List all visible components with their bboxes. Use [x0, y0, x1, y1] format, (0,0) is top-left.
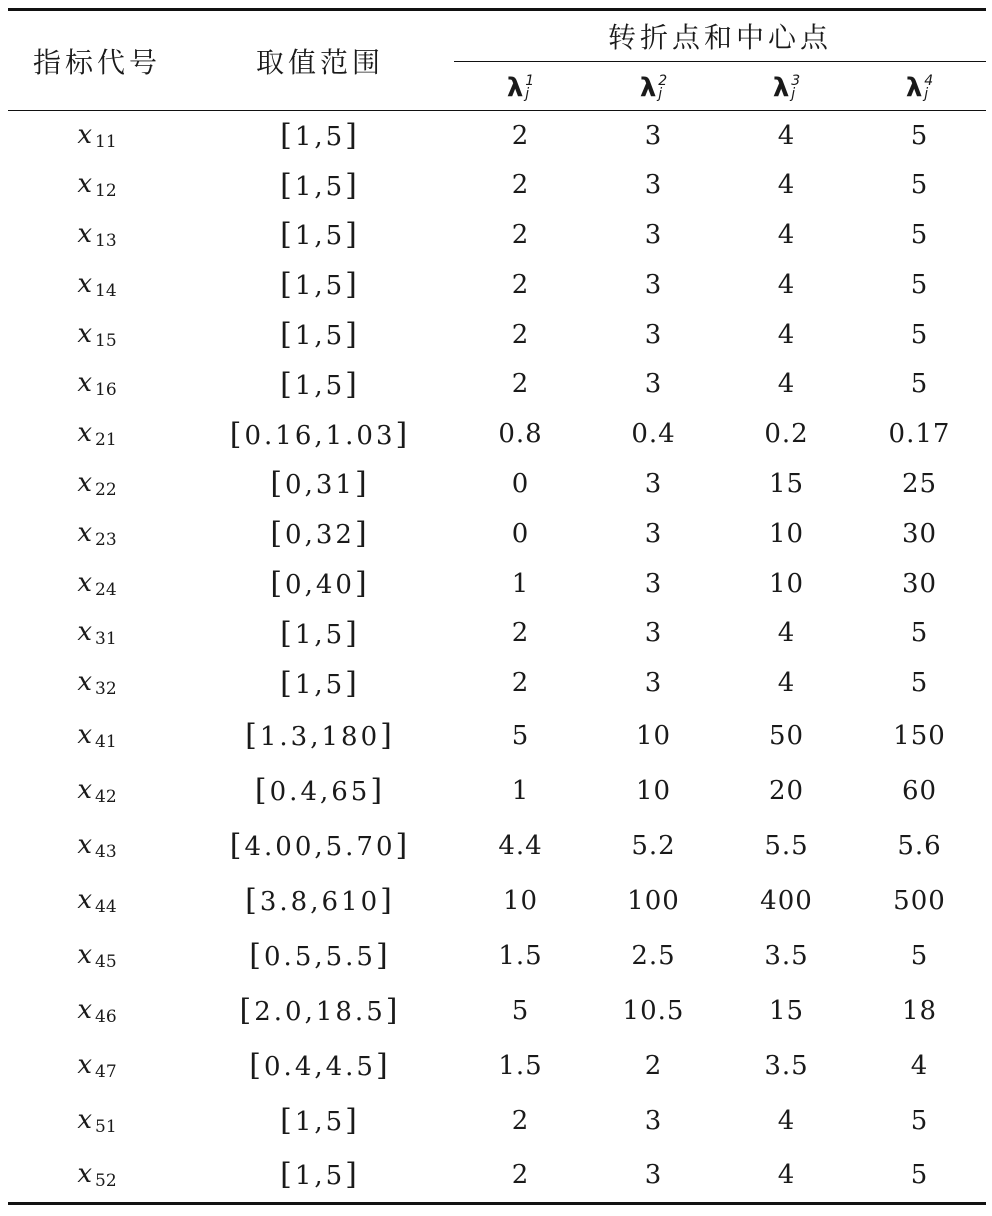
indicator-variable: x	[77, 368, 93, 399]
table-row	[8, 1148, 986, 1203]
indicator-subscript: 15	[95, 330, 117, 351]
indicator-variable: x	[77, 268, 93, 299]
range-values: 1,5	[294, 221, 346, 252]
lambda-2-value: 10	[635, 720, 672, 751]
lambda-4-value: 5.6	[897, 830, 942, 861]
range-values: 1,5	[294, 321, 346, 352]
range-values: 0,32	[285, 520, 355, 551]
value-range	[186, 459, 454, 509]
left-bracket: [	[249, 1048, 265, 1084]
lambda-2-value: 3	[644, 269, 663, 300]
indicator-code	[8, 708, 186, 763]
indicator-subscript: 14	[95, 280, 117, 301]
indicator-variable: x	[77, 1049, 93, 1080]
indicator-code	[8, 1148, 186, 1203]
right-bracket: ]	[395, 416, 411, 452]
lambda-1-value: 4.4	[498, 830, 543, 861]
indicator-subscript: 23	[95, 529, 117, 550]
lambda-2-value: 3	[644, 668, 663, 699]
table-row	[8, 509, 986, 559]
indicator-subscript: 16	[95, 380, 117, 401]
range-values: 0,40	[285, 570, 355, 601]
value-range	[186, 509, 454, 559]
table-row	[8, 608, 986, 658]
indicator-subscript: 52	[95, 1170, 117, 1191]
lambda-4-value: 5	[910, 369, 929, 400]
indicator-code	[8, 1093, 186, 1148]
lambda-3-value: 15	[768, 995, 805, 1026]
table-row	[8, 763, 986, 818]
indicator-code	[8, 459, 186, 509]
indicator-code	[8, 818, 186, 873]
lambda-4-value: 150	[893, 720, 946, 751]
lambda-2-value: 3	[644, 170, 663, 201]
lambda-2-value: 3	[644, 468, 663, 499]
indicator-subscript: 22	[95, 479, 117, 500]
lambda-3-value: 15	[768, 468, 805, 499]
indicator-code	[8, 873, 186, 928]
indicator-variable: x	[77, 994, 93, 1025]
range-values: 1,5	[294, 619, 346, 650]
indicator-subscript: 43	[95, 841, 117, 862]
indicator-variable: x	[77, 567, 93, 598]
indicator-code	[8, 983, 186, 1038]
table-header	[8, 10, 986, 111]
table-row	[8, 160, 986, 210]
indicator-variable: x	[77, 169, 93, 200]
left-bracket: [	[254, 773, 270, 809]
lambda-4-value: 5	[910, 668, 929, 699]
lambda-4-value: 5	[910, 618, 929, 649]
lambda-4-value: 500	[893, 885, 946, 916]
lambda-4-value: 5	[910, 269, 929, 300]
lambda-1-value: 2	[454, 1148, 587, 1203]
lambda-3-value: 4	[777, 269, 796, 300]
header-lambda-1: λ 1 j	[454, 62, 587, 111]
table-row	[8, 658, 986, 708]
lambda-1-value: 5	[511, 720, 530, 751]
value-range	[186, 763, 454, 818]
lambda-1-value: 2	[511, 170, 530, 201]
table-row	[8, 210, 986, 260]
range-values: 0,31	[285, 470, 355, 501]
right-bracket: ]	[354, 466, 370, 502]
lambda-3-value: 4	[777, 170, 796, 201]
lambda-1-value: 1	[511, 568, 530, 599]
right-bracket: ]	[370, 773, 386, 809]
lambda-4-value: 5	[853, 1148, 986, 1203]
left-bracket: [	[270, 466, 286, 502]
indicator-variable: x	[77, 774, 93, 805]
left-bracket: [	[280, 1157, 295, 1193]
range-values: 1,5	[294, 271, 346, 302]
lambda-3-value: 0.2	[764, 419, 809, 450]
lambda-4-value: 5	[910, 319, 929, 350]
indicator-subscript: 21	[95, 430, 117, 451]
indicator-subscript: 47	[95, 1061, 117, 1082]
header-lambda-3: λ 3 j	[720, 62, 853, 111]
indicator-subscript: 31	[95, 629, 117, 650]
lambda-1-value: 2	[511, 668, 530, 699]
indicator-variable: x	[77, 939, 93, 970]
right-bracket: ]	[375, 1048, 391, 1084]
left-bracket: [	[270, 566, 286, 602]
value-range	[186, 409, 454, 459]
value-range	[186, 928, 454, 983]
range-values: 1,5	[294, 171, 346, 202]
indicator-variable: x	[77, 517, 93, 548]
table-row	[8, 111, 986, 161]
left-bracket: [	[239, 993, 255, 1029]
lambda-3-value: 4	[777, 319, 796, 350]
lambda-2-value: 3	[644, 618, 663, 649]
indicator-subscript: 11	[95, 131, 117, 152]
lambda-2-value: 3	[644, 568, 663, 599]
indicator-subscript: 41	[95, 731, 117, 752]
table-row	[8, 928, 986, 983]
value-range	[186, 983, 454, 1038]
table-row	[8, 1038, 986, 1093]
indicator-code	[8, 210, 186, 260]
lambda-4-value: 5	[910, 219, 929, 250]
value-range	[186, 559, 454, 609]
lambda-2-value: 3	[587, 1148, 720, 1203]
right-bracket: ]	[345, 615, 360, 651]
header-lambda-4: λ 4 j	[853, 62, 986, 111]
lambda-2-value: 3	[644, 369, 663, 400]
table-row	[8, 559, 986, 609]
lambda-3-value: 4	[777, 618, 796, 649]
left-bracket: [	[280, 217, 295, 253]
lambda-1-value: 1	[511, 775, 530, 806]
lambda-4-value: 5	[910, 120, 929, 151]
range-values: 1,5	[294, 669, 346, 700]
table-row	[8, 983, 986, 1038]
lambda-4-value: 5	[910, 170, 929, 201]
indicator-code	[8, 608, 186, 658]
indicator-code	[8, 763, 186, 818]
lambda-1-value: 0	[511, 468, 530, 499]
table-row	[8, 310, 986, 360]
lambda-1-value: 2	[511, 319, 530, 350]
range-values: 1.3,180	[259, 722, 381, 753]
indicator-variable: x	[77, 1158, 93, 1189]
indicator-subscript: 44	[95, 896, 117, 917]
right-bracket: ]	[395, 828, 411, 864]
right-bracket: ]	[354, 566, 370, 602]
lambda-1-value: 2	[511, 1105, 530, 1136]
table-row	[8, 708, 986, 763]
left-bracket: [	[280, 317, 295, 353]
lambda-2-value: 3	[644, 120, 663, 151]
right-bracket: ]	[345, 217, 360, 253]
lambda-3-value: 4	[777, 369, 796, 400]
right-bracket: ]	[380, 718, 395, 754]
lambda-3-value: 10	[768, 568, 805, 599]
indicator-subscript: 13	[95, 230, 117, 251]
indicator-variable: x	[77, 667, 93, 698]
indicator-code	[8, 359, 186, 409]
indicator-variable: x	[77, 119, 93, 150]
table-row	[8, 818, 986, 873]
lambda-4-value: 30	[901, 568, 938, 599]
header-indicator-code: 指标代号	[8, 10, 186, 111]
lambda-2-value: 2	[644, 1050, 663, 1081]
indicator-variable: x	[77, 719, 93, 750]
table-row	[8, 260, 986, 310]
indicator-variable: x	[77, 884, 93, 915]
right-bracket: ]	[345, 366, 360, 402]
lambda-3-value: 4	[777, 120, 796, 151]
value-range	[186, 818, 454, 873]
lambda-1-value: 2	[511, 219, 530, 250]
lambda-1-value: 2	[511, 269, 530, 300]
value-range	[186, 708, 454, 763]
lambda-2-value: 10	[635, 775, 672, 806]
lambda-1-value: 10	[502, 885, 539, 916]
indicator-code	[8, 310, 186, 360]
lambda-1-value: 0	[511, 518, 530, 549]
range-values: 1,5	[294, 370, 346, 401]
lambda-4-value: 4	[910, 1050, 929, 1081]
lambda-2-value: 3	[644, 518, 663, 549]
lambda-4-value: 5	[910, 940, 929, 971]
table-row	[8, 459, 986, 509]
lambda-2-value: 5.2	[631, 830, 676, 861]
left-bracket: [	[270, 516, 286, 552]
lambda-2-value: 0.4	[631, 419, 676, 450]
indicator-variable: x	[77, 1104, 93, 1135]
right-bracket: ]	[345, 665, 360, 701]
lambda-1-value: 0.8	[498, 419, 543, 450]
lambda-2-value: 100	[627, 885, 680, 916]
lambda-1-value: 1.5	[498, 940, 543, 971]
value-range	[186, 160, 454, 210]
lambda-3-value: 4	[777, 1105, 796, 1136]
lambda-2-value: 3	[644, 219, 663, 250]
lambda-2-value: 10.5	[622, 995, 685, 1026]
indicator-subscript: 42	[95, 786, 117, 807]
value-range	[186, 111, 454, 161]
range-values: 4.00,5.70	[244, 832, 396, 863]
left-bracket: [	[280, 1103, 295, 1139]
table-row	[8, 409, 986, 459]
indicator-variable: x	[77, 617, 93, 648]
indicator-subscript: 32	[95, 679, 117, 700]
range-values: 1,5	[294, 1107, 346, 1138]
left-bracket: [	[249, 938, 265, 974]
lambda-4-value: 0.17	[888, 419, 951, 450]
value-range	[186, 608, 454, 658]
table-row	[8, 1093, 986, 1148]
value-range	[186, 1093, 454, 1148]
lambda-3-value: 3.5	[764, 1050, 809, 1081]
value-range	[186, 1148, 454, 1203]
lambda-1-value: 5	[511, 995, 530, 1026]
lambda-3-value: 3.5	[764, 940, 809, 971]
lambda-1-value: 2	[511, 369, 530, 400]
value-range	[186, 260, 454, 310]
left-bracket: [	[280, 615, 295, 651]
value-range	[186, 873, 454, 928]
indicator-variable: x	[77, 418, 93, 449]
lambda-3-value: 4	[777, 219, 796, 250]
lambda-2-value: 3	[644, 319, 663, 350]
lambda-3-value: 400	[760, 885, 813, 916]
range-values: 0.16,1.03	[244, 420, 396, 451]
indicator-subscript: 45	[95, 951, 117, 972]
left-bracket: [	[280, 167, 295, 203]
lambda-3-value: 4	[777, 668, 796, 699]
header-lambda-2: λ 2 j	[587, 62, 720, 111]
right-bracket: ]	[345, 118, 360, 154]
lambda-3-value: 10	[768, 518, 805, 549]
turning-point-table	[8, 8, 986, 1205]
lambda-1-value: 2	[511, 618, 530, 649]
indicator-code	[8, 409, 186, 459]
lambda-4-value: 5	[910, 1105, 929, 1136]
header-value-range: 取值范围	[186, 10, 454, 111]
lambda-4-value: 30	[901, 518, 938, 549]
right-bracket: ]	[385, 993, 401, 1029]
lambda-4-value: 60	[901, 775, 938, 806]
indicator-code	[8, 260, 186, 310]
range-values: 3.8,610	[259, 887, 381, 918]
lambda-2-value: 3	[644, 1105, 663, 1136]
lambda-3-value: 4	[720, 1148, 853, 1203]
value-range	[186, 310, 454, 360]
right-bracket: ]	[345, 1157, 360, 1193]
value-range	[186, 658, 454, 708]
indicator-code	[8, 111, 186, 161]
indicator-code	[8, 1038, 186, 1093]
table-row	[8, 359, 986, 409]
lambda-4-value: 25	[901, 468, 938, 499]
lambda-3-value: 5.5	[764, 830, 809, 861]
lambda-1-value: 1.5	[498, 1050, 543, 1081]
table-body	[8, 111, 986, 1204]
range-values: 0.4,4.5	[264, 1052, 376, 1083]
right-bracket: ]	[345, 167, 360, 203]
right-bracket: ]	[354, 516, 370, 552]
range-values: 0.5,5.5	[264, 942, 376, 973]
indicator-variable: x	[77, 218, 93, 249]
left-bracket: [	[280, 267, 295, 303]
right-bracket: ]	[345, 317, 360, 353]
left-bracket: [	[229, 416, 245, 452]
lambda-2-value: 2.5	[631, 940, 676, 971]
indicator-code	[8, 559, 186, 609]
indicator-code	[8, 658, 186, 708]
lambda-3-value: 20	[768, 775, 805, 806]
header-turning-and-center-points: 转折点和中心点	[454, 10, 986, 62]
indicator-code	[8, 509, 186, 559]
range-values: 1,5	[294, 1161, 346, 1192]
indicator-variable: x	[77, 467, 93, 498]
left-bracket: [	[280, 118, 295, 154]
range-values: 1,5	[294, 122, 346, 153]
value-range	[186, 359, 454, 409]
right-bracket: ]	[345, 1103, 360, 1139]
right-bracket: ]	[380, 883, 395, 919]
lambda-3-value: 50	[768, 720, 805, 751]
lambda-4-value: 18	[901, 995, 938, 1026]
indicator-subscript: 46	[95, 1006, 117, 1027]
indicator-variable: x	[77, 829, 93, 860]
indicator-code	[8, 160, 186, 210]
indicator-subscript: 12	[95, 181, 117, 202]
left-bracket: [	[229, 828, 245, 864]
table-row	[8, 873, 986, 928]
left-bracket: [	[280, 366, 295, 402]
value-range	[186, 210, 454, 260]
indicator-variable: x	[77, 318, 93, 349]
right-bracket: ]	[375, 938, 391, 974]
range-values: 2.0,18.5	[254, 997, 386, 1028]
left-bracket: [	[245, 883, 260, 919]
lambda-1-value: 2	[511, 120, 530, 151]
value-range	[186, 1038, 454, 1093]
indicator-subscript: 51	[95, 1116, 117, 1137]
indicator-subscript: 24	[95, 579, 117, 600]
indicator-code	[8, 928, 186, 983]
left-bracket: [	[245, 718, 260, 754]
left-bracket: [	[280, 665, 295, 701]
right-bracket: ]	[345, 267, 360, 303]
range-values: 0.4,65	[269, 777, 371, 808]
